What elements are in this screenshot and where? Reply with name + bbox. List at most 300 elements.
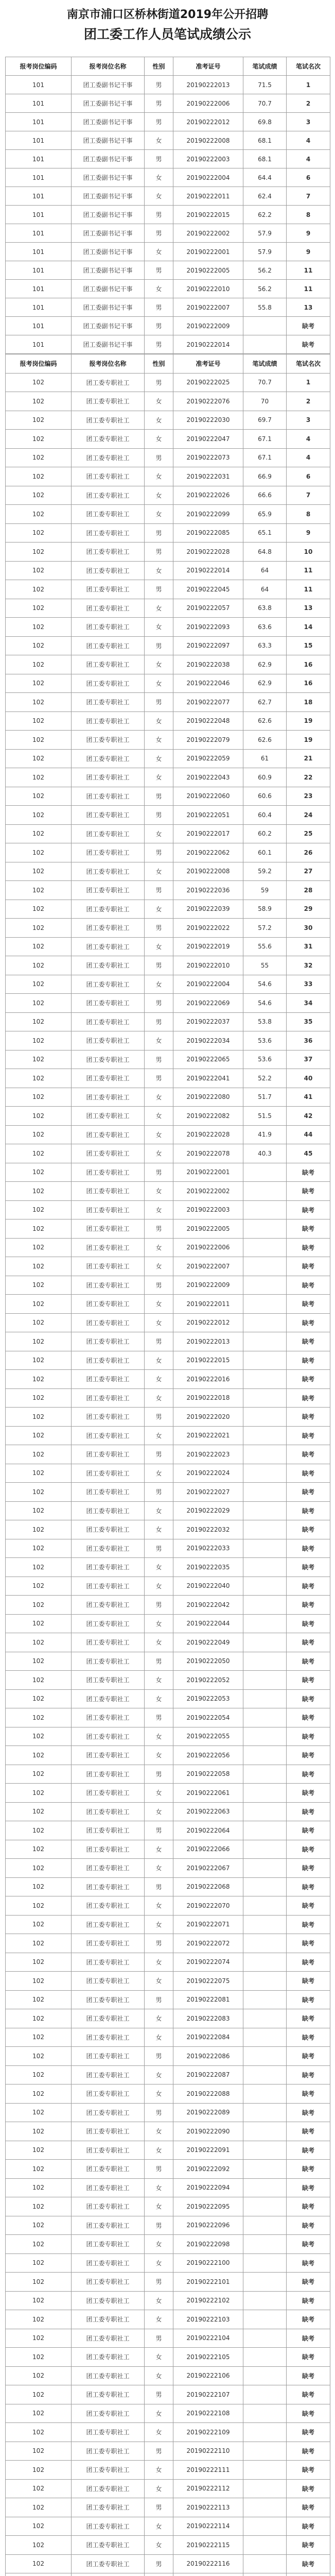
cell-position-name: 团工委专职社工 <box>72 580 145 599</box>
cell-score <box>243 1426 287 1445</box>
cell-ticket-number: 20190222034 <box>173 1031 243 1050</box>
cell-gender: 女 <box>145 131 173 150</box>
cell-gender: 男 <box>145 1934 173 1953</box>
cell-position-name: 团工委专职社工 <box>72 1445 145 1464</box>
cell-gender: 男 <box>145 543 173 562</box>
cell-gender: 男 <box>145 298 173 317</box>
cell-ticket-number: 20190222096 <box>173 2216 243 2235</box>
cell-ticket-number: 20190222066 <box>173 1840 243 1859</box>
cell-position-code: 102 <box>6 862 72 881</box>
cell-ticket-number: 20190222005 <box>173 261 243 280</box>
cell-position-code: 101 <box>6 187 72 206</box>
cell-position-code: 102 <box>6 1821 72 1840</box>
cell-gender: 女 <box>145 1896 173 1916</box>
cell-position-code: 102 <box>6 1426 72 1445</box>
announcement-header <box>0 0 335 57</box>
cell-position-name: 团工委专职社工 <box>72 1689 145 1708</box>
cell-ticket-number: 20190222037 <box>173 1012 243 1031</box>
cell-rank: 9 <box>287 523 330 543</box>
cell-position-code: 102 <box>6 1915 72 1934</box>
announcement-title-line1: 南京市浦口区桥林街道2019年公开招聘 <box>66 8 269 21</box>
cell-gender: 女 <box>145 467 173 486</box>
cell-gender: 男 <box>145 1539 173 1558</box>
table-row <box>6 1238 330 1257</box>
cell-position-code: 102 <box>6 824 72 843</box>
table-row <box>6 1633 330 1652</box>
cell-position-code: 102 <box>6 2404 72 2423</box>
cell-score: 67.1 <box>243 448 287 467</box>
cell-rank: 32 <box>287 956 330 975</box>
table-row <box>6 975 330 994</box>
cell-position-code: 102 <box>6 1182 72 1201</box>
cell-position-name: 团工委专职社工 <box>72 599 145 618</box>
cell-position-name: 团工委专职社工 <box>72 1125 145 1144</box>
cell-ticket-number: 20190222063 <box>173 1802 243 1821</box>
cell-score: 52.2 <box>243 1069 287 1088</box>
cell-score: 64 <box>243 580 287 599</box>
cell-rank: 缺考 <box>287 1182 330 1201</box>
cell-ticket-number: 20190222058 <box>173 1765 243 1784</box>
cell-position-code: 102 <box>6 373 72 392</box>
table-row <box>6 711 330 731</box>
cell-ticket-number: 20190222047 <box>173 430 243 449</box>
cell-ticket-number: 20190222035 <box>173 1558 243 1577</box>
cell-gender: 女 <box>145 1972 173 1991</box>
cell-ticket-number: 20190222023 <box>173 1445 243 1464</box>
cell-ticket-number: 20190222033 <box>173 1539 243 1558</box>
cell-position-code: 102 <box>6 1934 72 1953</box>
cell-position-code: 102 <box>6 2461 72 2480</box>
table-row <box>6 2310 330 2329</box>
cell-ticket-number: 20190222029 <box>173 1501 243 1520</box>
cell-ticket-number: 20190222108 <box>173 2404 243 2423</box>
col-header-score: 笔试成绩 <box>243 354 287 374</box>
cell-position-code: 102 <box>6 806 72 825</box>
table-row <box>6 486 330 505</box>
cell-score <box>243 2329 287 2348</box>
cell-ticket-number: 20190222075 <box>173 1972 243 1991</box>
cell-rank: 缺考 <box>287 335 330 354</box>
cell-gender: 女 <box>145 1840 173 1859</box>
cell-position-name: 团工委专职社工 <box>72 2404 145 2423</box>
table-row <box>6 94 330 113</box>
cell-gender: 女 <box>145 2197 173 2216</box>
cell-score <box>243 1370 287 1389</box>
table-row <box>6 806 330 825</box>
cell-rank: 40 <box>287 1069 330 1088</box>
cell-ticket-number: 20190222070 <box>173 1896 243 1916</box>
cell-ticket-number: 20190222089 <box>173 2103 243 2122</box>
table-row <box>6 1708 330 1727</box>
cell-score: 62.6 <box>243 711 287 731</box>
table-row <box>6 1877 330 1896</box>
cell-rank: 26 <box>287 843 330 862</box>
cell-position-name: 团工委专职社工 <box>72 2554 145 2573</box>
cell-rank: 缺考 <box>287 1972 330 1991</box>
cell-ticket-number: 20190222056 <box>173 1746 243 1765</box>
cell-rank: 缺考 <box>287 1859 330 1878</box>
cell-rank: 缺考 <box>287 2253 330 2273</box>
cell-rank: 19 <box>287 731 330 750</box>
cell-gender: 女 <box>145 1464 173 1483</box>
cell-ticket-number: 20190222049 <box>173 1633 243 1652</box>
cell-ticket-number: 20190222097 <box>173 636 243 655</box>
cell-position-name: 团工委专职社工 <box>72 373 145 392</box>
cell-rank: 8 <box>287 206 330 224</box>
table-row <box>6 2065 330 2084</box>
cell-score: 65.9 <box>243 505 287 524</box>
cell-position-name: 团工委专职社工 <box>72 2329 145 2348</box>
cell-position-name: 团工委专职社工 <box>72 1501 145 1520</box>
cell-position-code: 102 <box>6 1859 72 1878</box>
cell-gender: 女 <box>145 674 173 693</box>
cell-position-name: 团工委专职社工 <box>72 1182 145 1201</box>
table-row <box>6 2348 330 2367</box>
cell-ticket-number: 20190222050 <box>173 1652 243 1671</box>
cell-ticket-number: 20190222009 <box>173 317 243 335</box>
table-row <box>6 448 330 467</box>
cell-position-code: 102 <box>6 1012 72 1031</box>
cell-position-code: 102 <box>6 561 72 580</box>
table-row <box>6 1934 330 1953</box>
cell-gender: 男 <box>145 1483 173 1502</box>
cell-ticket-number: 20190222013 <box>173 1332 243 1351</box>
cell-position-code: 102 <box>6 2348 72 2367</box>
cell-position-code: 102 <box>6 1671 72 1690</box>
cell-score <box>243 1520 287 1539</box>
cell-score <box>243 2479 287 2498</box>
cell-score <box>243 1708 287 1727</box>
cell-ticket-number: 20190222061 <box>173 1784 243 1803</box>
cell-ticket-number: 20190222010 <box>173 280 243 298</box>
cell-gender: 女 <box>145 900 173 919</box>
table-row <box>6 1972 330 1991</box>
cell-gender: 女 <box>145 1182 173 1201</box>
cell-gender: 女 <box>145 430 173 449</box>
cell-ticket-number: 20190222030 <box>173 411 243 430</box>
table-row <box>6 1426 330 1445</box>
cell-rank: 缺考 <box>287 2329 330 2348</box>
cell-score: 67.1 <box>243 430 287 449</box>
cell-score: 60.6 <box>243 787 287 806</box>
cell-position-code: 102 <box>6 2141 72 2160</box>
table-row <box>6 2479 330 2498</box>
cell-score <box>243 2517 287 2536</box>
table-row <box>6 2291 330 2310</box>
cell-position-code: 102 <box>6 2536 72 2555</box>
cell-rank: 缺考 <box>287 1708 330 1727</box>
cell-rank: 16 <box>287 655 330 674</box>
cell-rank: 缺考 <box>287 1840 330 1859</box>
table-row <box>6 2404 330 2423</box>
table-row <box>6 1821 330 1840</box>
cell-score <box>243 1953 287 1972</box>
cell-rank: 33 <box>287 975 330 994</box>
cell-position-name: 团工委专职社工 <box>72 2291 145 2310</box>
table-row <box>6 655 330 674</box>
cell-ticket-number: 20190222044 <box>173 1614 243 1633</box>
cell-position-code: 102 <box>6 1483 72 1502</box>
cell-score: 70 <box>243 392 287 411</box>
cell-position-code: 102 <box>6 768 72 787</box>
cell-rank: 缺考 <box>287 2479 330 2498</box>
table-row <box>6 768 330 787</box>
cell-position-name: 团工委专职社工 <box>72 430 145 449</box>
cell-score <box>243 1276 287 1295</box>
cell-rank: 缺考 <box>287 1219 330 1239</box>
table-row <box>6 731 330 750</box>
cell-score: 61 <box>243 749 287 768</box>
cell-ticket-number: 20190222003 <box>173 1200 243 1219</box>
cell-position-name: 团工委专职社工 <box>72 824 145 843</box>
cell-position-name: 团工委专职社工 <box>72 1652 145 1671</box>
cell-ticket-number: 20190222006 <box>173 1238 243 1257</box>
table-row <box>6 2141 330 2160</box>
cell-ticket-number: 20190222028 <box>173 543 243 562</box>
cell-position-name: 团工委副书记干事 <box>72 94 145 113</box>
cell-score <box>243 1896 287 1916</box>
cell-rank: 缺考 <box>287 2554 330 2573</box>
table-row <box>6 1859 330 1878</box>
cell-position-code: 102 <box>6 1088 72 1107</box>
cell-gender: 女 <box>145 768 173 787</box>
cell-gender: 女 <box>145 1295 173 1314</box>
cell-score <box>243 317 287 335</box>
cell-score <box>243 1238 287 1257</box>
table-row <box>6 2554 330 2573</box>
table-row <box>6 1219 330 1239</box>
cell-position-code: 102 <box>6 1614 72 1633</box>
cell-rank: 21 <box>287 749 330 768</box>
cell-ticket-number: 20190222038 <box>173 655 243 674</box>
cell-rank: 36 <box>287 1031 330 1050</box>
table-row <box>6 1596 330 1615</box>
cell-score <box>243 1464 287 1483</box>
cell-position-code: 102 <box>6 2498 72 2517</box>
col-header-rank: 笔试名次 <box>287 354 330 374</box>
table-row <box>6 280 330 298</box>
cell-score <box>243 2141 287 2160</box>
cell-score: 64.8 <box>243 543 287 562</box>
cell-ticket-number: 20190222102 <box>173 2291 243 2310</box>
cell-position-code: 102 <box>6 2047 72 2066</box>
cell-position-name: 团工委专职社工 <box>72 2047 145 2066</box>
cell-ticket-number: 20190222074 <box>173 1953 243 1972</box>
cell-ticket-number: 20190222025 <box>173 373 243 392</box>
cell-position-name: 团工委专职社工 <box>72 1558 145 1577</box>
cell-position-code: 102 <box>6 1050 72 1069</box>
cell-rank: 缺考 <box>287 1238 330 1257</box>
cell-gender: 女 <box>145 1388 173 1408</box>
cell-ticket-number: 20190222103 <box>173 2310 243 2329</box>
cell-score: 60.4 <box>243 806 287 825</box>
cell-rank: 10 <box>287 543 330 562</box>
cell-score <box>243 2461 287 2480</box>
col-header-ticket-number: 准考证号 <box>173 57 243 76</box>
col-header-gender: 性别 <box>145 354 173 374</box>
cell-position-name: 团工委专职社工 <box>72 1840 145 1859</box>
table-row <box>6 1689 330 1708</box>
table-row <box>6 523 330 543</box>
cell-position-name: 团工委专职社工 <box>72 919 145 938</box>
cell-position-name: 团工委专职社工 <box>72 1219 145 1239</box>
cell-score: 60.1 <box>243 843 287 862</box>
cell-position-code: 102 <box>6 2009 72 2028</box>
cell-position-code: 101 <box>6 150 72 168</box>
cell-position-code: 102 <box>6 1877 72 1896</box>
cell-rank: 6 <box>287 168 330 187</box>
cell-gender: 男 <box>145 1877 173 1896</box>
cell-rank: 缺考 <box>287 1877 330 1896</box>
cell-score <box>243 2273 287 2292</box>
section-101-body <box>6 76 330 354</box>
cell-score <box>243 1313 287 1332</box>
cell-rank: 缺考 <box>287 1746 330 1765</box>
table-row <box>6 749 330 768</box>
table-row <box>6 1953 330 1972</box>
cell-score: 59 <box>243 881 287 900</box>
cell-gender: 女 <box>145 731 173 750</box>
cell-position-name: 团工委副书记干事 <box>72 113 145 131</box>
cell-ticket-number: 20190222014 <box>173 335 243 354</box>
cell-position-name: 团工委专职社工 <box>72 411 145 430</box>
cell-score: 62.4 <box>243 187 287 206</box>
cell-position-code: 102 <box>6 505 72 524</box>
cell-gender: 男 <box>145 2047 173 2066</box>
cell-position-name: 团工委专职社工 <box>72 1520 145 1539</box>
table-row <box>6 2442 330 2461</box>
cell-position-name: 团工委专职社工 <box>72 543 145 562</box>
cell-score <box>243 1163 287 1182</box>
cell-gender: 女 <box>145 1426 173 1445</box>
cell-position-code: 101 <box>6 317 72 335</box>
cell-gender: 女 <box>145 2178 173 2197</box>
cell-position-name: 团工委专职社工 <box>72 1107 145 1126</box>
cell-position-name: 团工委专职社工 <box>72 900 145 919</box>
cell-ticket-number: 20190222076 <box>173 392 243 411</box>
cell-gender: 男 <box>145 1276 173 1295</box>
cell-rank: 缺考 <box>287 2366 330 2385</box>
cell-gender: 男 <box>145 1050 173 1069</box>
cell-gender: 女 <box>145 2028 173 2047</box>
cell-gender: 男 <box>145 919 173 938</box>
cell-gender: 女 <box>145 1501 173 1520</box>
cell-gender: 男 <box>145 2103 173 2122</box>
cell-position-name: 团工委专职社工 <box>72 768 145 787</box>
cell-position-name: 团工委专职社工 <box>72 1426 145 1445</box>
table-row <box>6 131 330 150</box>
cell-ticket-number: 20190222014 <box>173 561 243 580</box>
table-row <box>6 2273 330 2292</box>
cell-rank: 缺考 <box>287 1577 330 1596</box>
table-row <box>6 2197 330 2216</box>
cell-ticket-number: 20190222043 <box>173 768 243 787</box>
cell-position-code: 102 <box>6 1031 72 1050</box>
cell-position-name: 团工委专职社工 <box>72 2366 145 2385</box>
cell-gender: 女 <box>145 1144 173 1163</box>
cell-gender: 女 <box>145 862 173 881</box>
cell-gender: 女 <box>145 2065 173 2084</box>
cell-position-code: 102 <box>6 2366 72 2385</box>
cell-ticket-number: 20190222069 <box>173 994 243 1013</box>
cell-position-name: 团工委专职社工 <box>72 2273 145 2292</box>
cell-ticket-number: 20190222073 <box>173 448 243 467</box>
cell-score <box>243 2404 287 2423</box>
cell-position-name: 团工委专职社工 <box>72 2160 145 2179</box>
cell-rank: 41 <box>287 1088 330 1107</box>
table-row <box>6 580 330 599</box>
cell-rank: 缺考 <box>287 2461 330 2480</box>
cell-position-name: 团工委专职社工 <box>72 1313 145 1332</box>
cell-score <box>243 1859 287 1878</box>
cell-gender: 男 <box>145 1445 173 1464</box>
cell-position-code: 102 <box>6 937 72 956</box>
cell-score <box>243 1408 287 1427</box>
cell-ticket-number: 20190222031 <box>173 467 243 486</box>
cell-rank: 缺考 <box>287 1370 330 1389</box>
cell-rank: 缺考 <box>287 1276 330 1295</box>
cell-ticket-number: 20190222036 <box>173 881 243 900</box>
table-row <box>6 224 330 243</box>
cell-score <box>243 335 287 354</box>
cell-position-code: 102 <box>6 523 72 543</box>
cell-rank: 缺考 <box>287 1915 330 1934</box>
cell-gender: 男 <box>145 1069 173 1088</box>
cell-gender: 女 <box>145 2366 173 2385</box>
cell-score <box>243 2573 287 2576</box>
cell-rank: 11 <box>287 580 330 599</box>
cell-ticket-number: 20190222052 <box>173 1671 243 1690</box>
cell-rank: 4 <box>287 131 330 150</box>
cell-position-name: 团工委副书记干事 <box>72 76 145 94</box>
cell-gender: 女 <box>145 1351 173 1370</box>
cell-position-code: 102 <box>6 2479 72 2498</box>
table-row <box>6 1652 330 1671</box>
cell-rank: 15 <box>287 636 330 655</box>
cell-rank: 11 <box>287 280 330 298</box>
table-row <box>6 1727 330 1746</box>
cell-rank: 14 <box>287 618 330 637</box>
cell-ticket-number: 20190222002 <box>173 1182 243 1201</box>
cell-gender: 男 <box>145 1652 173 1671</box>
cell-score: 51.5 <box>243 1107 287 1126</box>
cell-ticket-number: 20190222026 <box>173 486 243 505</box>
cell-gender: 男 <box>145 956 173 975</box>
cell-gender: 女 <box>145 1915 173 1934</box>
cell-rank: 23 <box>287 787 330 806</box>
cell-position-code: 102 <box>6 956 72 975</box>
cell-gender: 男 <box>145 636 173 655</box>
cell-position-code: 102 <box>6 1953 72 1972</box>
cell-rank: 9 <box>287 224 330 243</box>
cell-position-code: 101 <box>6 206 72 224</box>
cell-rank: 缺考 <box>287 2498 330 2517</box>
cell-position-name: 团工委专职社工 <box>72 1388 145 1408</box>
cell-rank: 16 <box>287 674 330 693</box>
table-row <box>6 1520 330 1539</box>
cell-ticket-number: 20190222085 <box>173 523 243 543</box>
cell-score: 60.2 <box>243 824 287 843</box>
cell-ticket-number: 20190222109 <box>173 2423 243 2442</box>
cell-gender: 男 <box>145 843 173 862</box>
cell-ticket-number: 20190222007 <box>173 1257 243 1276</box>
cell-rank: 缺考 <box>287 1896 330 1916</box>
cell-rank: 11 <box>287 561 330 580</box>
cell-gender: 女 <box>145 1577 173 1596</box>
cell-position-name: 团工委专职社工 <box>72 1295 145 1314</box>
table-row <box>6 1125 330 1144</box>
cell-position-name: 团工委专职社工 <box>72 1727 145 1746</box>
